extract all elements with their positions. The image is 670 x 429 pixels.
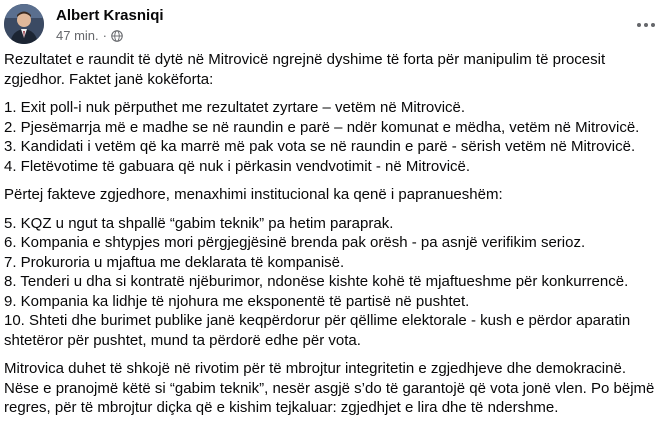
- fact-item-10-line-2: shtetëror për pushtet, mund ta përdorë edhe për vota.: [4, 331, 361, 349]
- fact-item-10-line-1: 10. Shteti dhe burimet publike janë keqpërdorur për qëllime elektorale - kush e përdor aparatin: [4, 312, 631, 329]
- fact-item-1: 1. Exit poll-i nuk përputhet me rezultatet zyrtare – vetëm në Mitrovicë.: [4, 99, 466, 116]
- paragraph-conclusion-line-2: Nëse e pranojmë këtë si “gabim teknik”, nesër asgjë s’do të garantojë që vota jonë vlen. Po bëjmë: [4, 379, 655, 397]
- fact-item-9: 9. Kompania ka lidhje të njohura me eksponentë të partisë në pushtet.: [4, 292, 470, 310]
- more-options-button[interactable]: [632, 10, 660, 38]
- paragraph-conclusion-line-3: regres, për të mbrojtur diçka që e kishim tejkaluar: zgjedhjet e lira dhe të ndershme.: [4, 399, 559, 416]
- meta-separator: ·: [102, 28, 107, 43]
- fact-item-6: 6. Kompania e shtypjes mori përgjegjësinë brenda pak orësh - pa asnjë verifikim serioz.: [4, 234, 586, 251]
- fact-item-2: 2. Pjesëmarrja më e madhe se në raundin e parë – ndër komunat e mëdha, vetëm në Mitrovicë.: [4, 118, 640, 136]
- more-options-icon: [636, 15, 656, 33]
- paragraph-institutional: Përtej fakteve zgjedhore, menaxhimi institucional ka qenë i papranueshëm:: [4, 186, 503, 203]
- post-time[interactable]: 47 min.: [56, 28, 99, 43]
- globe-icon[interactable]: [111, 30, 123, 42]
- post-header: [4, 4, 664, 44]
- fact-item-5: 5. KQZ u ngut ta shpallë “gabim teknik” pa hetim paraprak.: [4, 214, 394, 232]
- post-meta: [56, 28, 123, 43]
- avatar[interactable]: [4, 4, 44, 44]
- paragraph-intro-line-2: zgjedhor. Faktet janë kokëforta:: [4, 70, 214, 88]
- post-text: [4, 50, 664, 418]
- paragraph-conclusion-line-1: Mitrovica duhet të shkojë në rivotim për të mbrojtur integritetin e zgjedhjeve dhe demokracinë.: [4, 360, 626, 377]
- author-name[interactable]: Albert Krasniqi: [56, 7, 164, 24]
- fact-item-8: 8. Tenderi u dha si kontratë njëburimor, ndonëse kishte kohë të mjaftueshme për konkurrencë.: [4, 273, 629, 290]
- fact-item-4: 4. Fletëvotime të gabuara që nuk i përkasin vendvotimit - në Mitrovicë.: [4, 157, 471, 175]
- fact-item-3: 3. Kandidati i vetëm që ka marrë më pak vota se në raundin e parë - sërish vetëm në Mitrovicë.: [4, 138, 636, 155]
- fact-item-7: 7. Prokuroria u mjaftua me deklarata të kompanisë.: [4, 253, 345, 271]
- paragraph-intro-line-1: Rezultatet e raundit të dytë në Mitrovicë ngrejnë dyshime të forta për manipulim të procesit: [4, 51, 606, 68]
